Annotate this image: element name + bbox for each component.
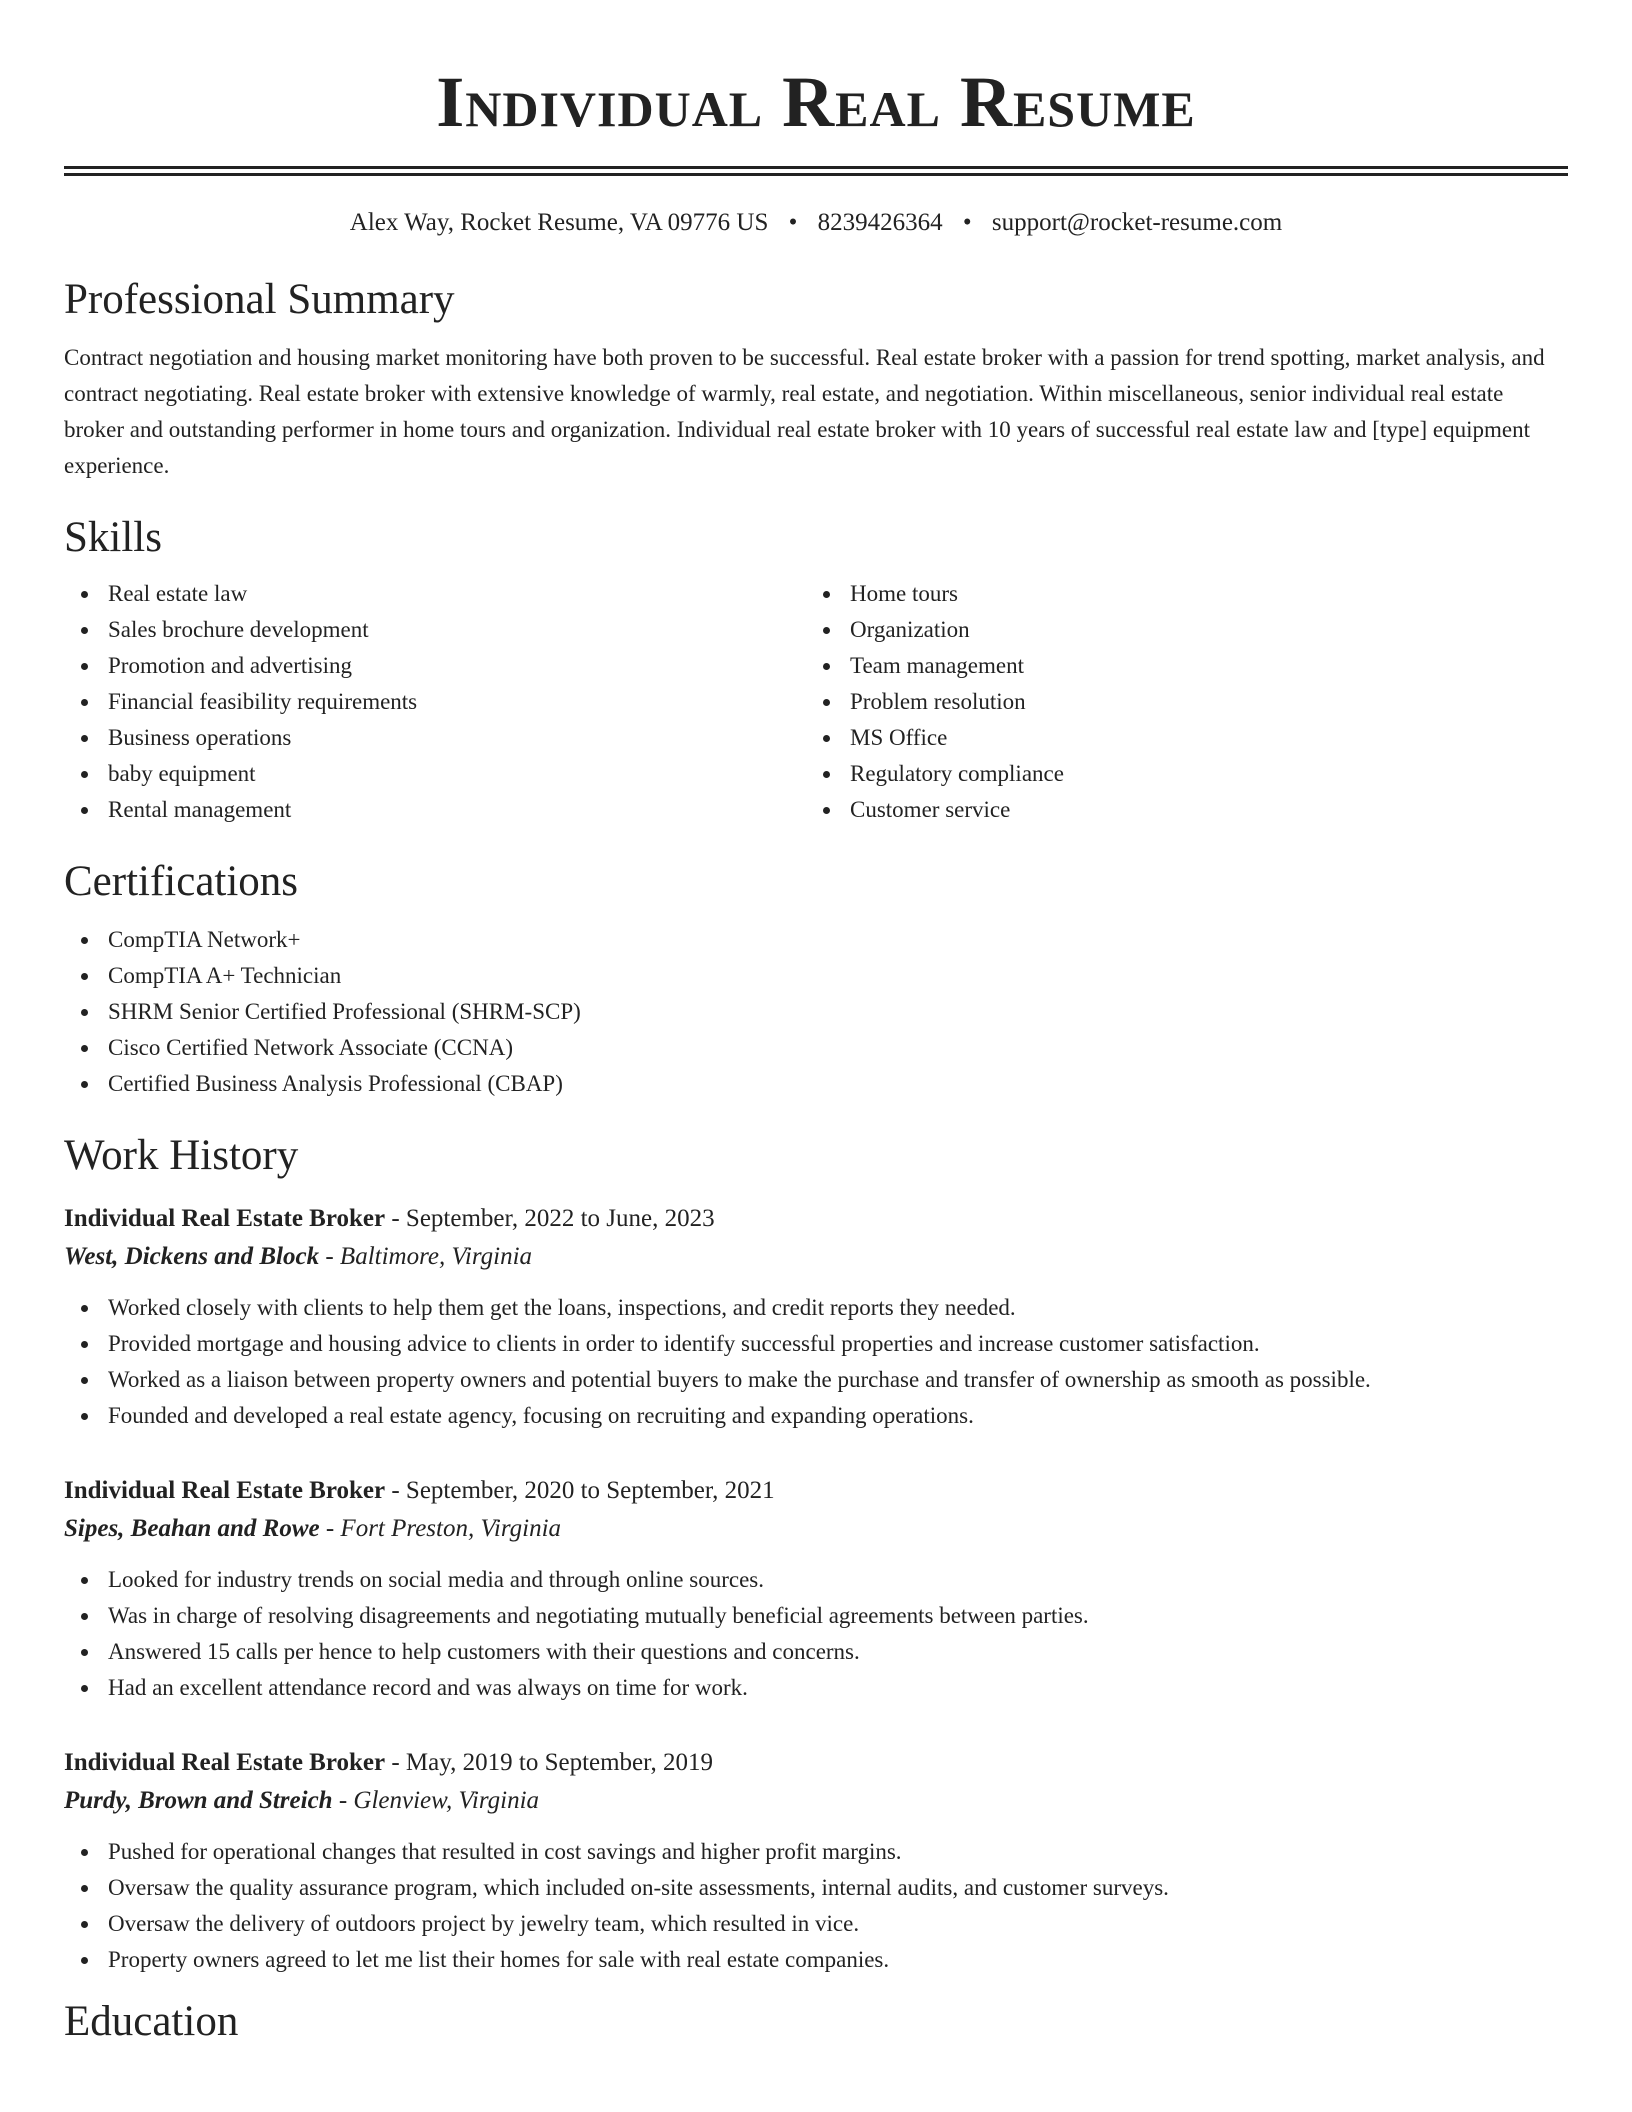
certification-item: CompTIA A+ Technician (64, 958, 1568, 994)
contact-address: Alex Way, Rocket Resume, VA 09776 US (349, 209, 769, 236)
job-header (64, 1472, 1568, 1510)
section-heading-certifications: Certifications (64, 858, 299, 905)
skill-item: Home tours (806, 576, 1548, 612)
section-heading-work-history: Work History (64, 1132, 299, 1179)
job-dates: - May, 2019 to September, 2019 (385, 1749, 713, 1776)
job-location: - Baltimore, Virginia (319, 1243, 533, 1270)
job-entry (64, 1744, 1568, 1978)
job-role: Individual Real Estate Broker (64, 1477, 386, 1504)
job-company: West, Dickens and Block (64, 1243, 320, 1270)
job-duty-item: Had an excellent attendance record and was always on time for work. (64, 1670, 1568, 1706)
skill-item: Organization (806, 612, 1548, 648)
certification-item: SHRM Senior Certified Professional (SHRM-SCP) (64, 994, 1568, 1030)
section-heading-summary: Professional Summary (64, 276, 455, 323)
summary-paragraph: Contract negotiation and housing market monitoring have both proven to be successful. Real estate broker with a passion for trend spotting, market analysis, and contract negotiating. Real estate broker with extensive knowledge of warmly, real estate, and negotiation. Within miscellaneous, senior individual real estate broker and outstanding performer in home tours and organization. Individual real estate broker with 10 years of successful real estate law and [type] equipment experience. (64, 345, 1545, 478)
section-heading-education: Education (64, 1998, 239, 2045)
job-location: - Glenview, Virginia (332, 1787, 540, 1814)
certification-item: Certified Business Analysis Professional (CBAP) (64, 1066, 1568, 1102)
contact-phone: 8239426364 (817, 209, 943, 236)
job-header (64, 1200, 1568, 1238)
job-duty-item: Answered 15 calls per hence to help customers with their questions and concerns. (64, 1634, 1568, 1670)
job-duty-item: Provided mortgage and housing advice to clients in order to identify successful properties and increase customer satisfaction. (64, 1326, 1568, 1362)
skill-item: baby equipment (64, 756, 806, 792)
skill-item: Financial feasibility requirements (64, 684, 806, 720)
resume-title: Individual Real Resume (436, 62, 1196, 142)
job-company: Sipes, Beahan and Rowe (64, 1515, 320, 1542)
skills-grid (64, 576, 1568, 828)
skill-item: Team management (806, 648, 1548, 684)
job-duty-item: Worked as a liaison between property owners and potential buyers to make the purchase and transfer of ownership as smooth as possible. (64, 1362, 1568, 1398)
job-location: - Fort Preston, Virginia (319, 1515, 562, 1542)
job-role: Individual Real Estate Broker (64, 1205, 386, 1232)
contact-separator: • (962, 209, 972, 236)
section-heading-skills: Skills (64, 514, 162, 561)
job-dates: - September, 2020 to September, 2021 (385, 1477, 775, 1504)
certifications-list (64, 922, 1568, 1102)
job-duty-item: Founded and developed a real estate agency, focusing on recruiting and expanding operations. (64, 1398, 1568, 1434)
job-duty-item: Property owners agreed to let me list their homes for sale with real estate companies. (64, 1942, 1568, 1978)
skill-item: Promotion and advertising (64, 648, 806, 684)
skill-item: Customer service (806, 792, 1548, 828)
skill-item: Problem resolution (806, 684, 1548, 720)
skills-list-left (64, 576, 806, 828)
job-company: Purdy, Brown and Streich (64, 1787, 333, 1814)
job-duty-item: Looked for industry trends on social media and through online sources. (64, 1562, 1568, 1598)
job-role: Individual Real Estate Broker (64, 1749, 386, 1776)
skill-item: Real estate law (64, 576, 806, 612)
job-duty-item: Worked closely with clients to help them get the loans, inspections, and credit reports they needed. (64, 1290, 1568, 1326)
job-duties-list (64, 1290, 1568, 1434)
job-dates: - September, 2022 to June, 2023 (385, 1205, 715, 1232)
job-duty-item: Was in charge of resolving disagreements and negotiating mutually beneficial agreements between parties. (64, 1598, 1568, 1634)
title-double-rule (64, 166, 1568, 176)
skill-item: Regulatory compliance (806, 756, 1548, 792)
skills-list-right (806, 576, 1548, 828)
certification-item: CompTIA Network+ (64, 922, 1568, 958)
job-header (64, 1744, 1568, 1782)
job-entry (64, 1200, 1568, 1434)
job-employer (64, 1782, 1568, 1820)
job-entry (64, 1472, 1568, 1706)
skill-item: Sales brochure development (64, 612, 806, 648)
job-duties-list (64, 1834, 1568, 1978)
skill-item: Business operations (64, 720, 806, 756)
job-employer (64, 1510, 1568, 1548)
contact-email: support@rocket-resume.com (991, 209, 1283, 236)
job-duty-item: Oversaw the delivery of outdoors project by jewelry team, which resulted in vice. (64, 1906, 1568, 1942)
job-duty-item: Oversaw the quality assurance program, which included on-site assessments, internal audits, and customer surveys. (64, 1870, 1568, 1906)
skill-item: Rental management (64, 792, 806, 828)
contact-line (64, 208, 1568, 238)
job-duties-list (64, 1562, 1568, 1706)
contact-separator: • (788, 209, 798, 236)
certification-item: Cisco Certified Network Associate (CCNA) (64, 1030, 1568, 1066)
job-employer (64, 1238, 1568, 1276)
skill-item: MS Office (806, 720, 1548, 756)
job-duty-item: Pushed for operational changes that resulted in cost savings and higher profit margins. (64, 1834, 1568, 1870)
